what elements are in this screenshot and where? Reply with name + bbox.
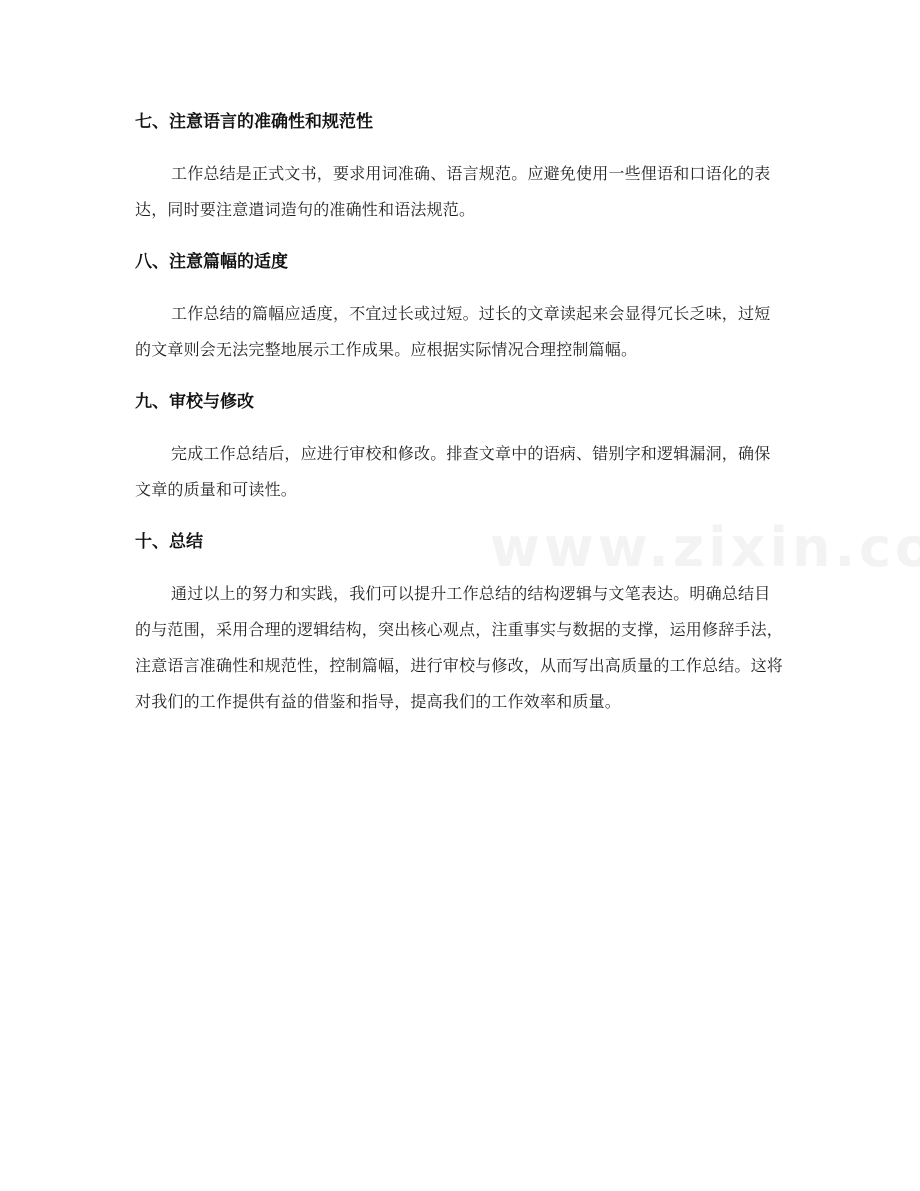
- section-heading: 十、总结: [135, 532, 203, 552]
- section-seven: [135, 108, 785, 228]
- section-paragraph: 通过以上的努力和实践，我们可以提升工作总结的结构逻辑与文笔表达。明确总结目的与范围，采用合理的逻辑结构，突出核心观点，注重事实与数据的支撑，运用修辞手法，注意语言准确性和规范性，控制篇幅，进行审校与修改，从而写出高质量的工作总结。这将对我们的工作提供有益的借鉴和指导，提高我们的工作效率和质量。: [135, 584, 784, 711]
- section-paragraph: 工作总结的篇幅应适度，不宜过长或过短。过长的文章读起来会显得冗长乏味，过短的文章则会无法完整地展示工作成果。应根据实际情况合理控制篇幅。: [135, 304, 771, 359]
- section-heading: 八、注意篇幅的适度: [135, 252, 288, 272]
- section-nine: [135, 388, 785, 508]
- section-ten: [135, 528, 785, 720]
- section-eight: [135, 248, 785, 368]
- section-paragraph: 完成工作总结后，应进行审校和修改。排查文章中的语病、错别字和逻辑漏洞，确保文章的质量和可读性。: [135, 444, 771, 499]
- document-content: [135, 108, 785, 740]
- section-heading: 九、审校与修改: [135, 392, 254, 412]
- section-heading: 七、注意语言的准确性和规范性: [135, 112, 373, 132]
- section-paragraph: 工作总结是正式文书，要求用词准确、语言规范。应避免使用一些俚语和口语化的表达，同时要注意遣词造句的准确性和语法规范。: [135, 164, 771, 219]
